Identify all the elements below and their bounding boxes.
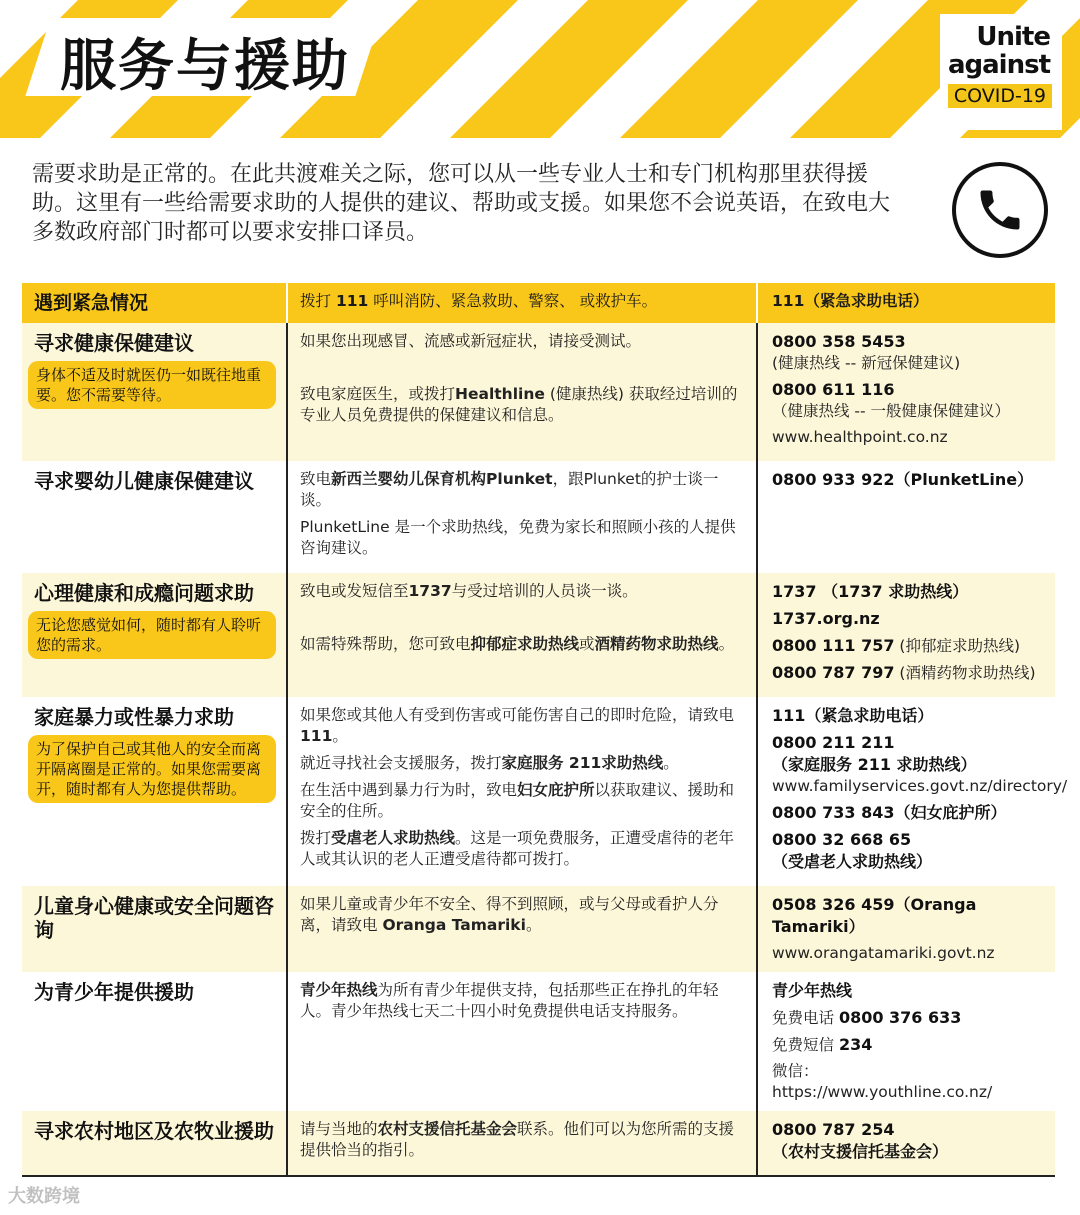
- row-description: [288, 461, 758, 573]
- row-contact: [758, 323, 1055, 461]
- desc-paragraph: PlunketLine 是一个求助热线，免费为家长和照顾小孩的人提供咨询建议。: [300, 518, 736, 557]
- table-row-child-safety: [22, 886, 1055, 972]
- row-category: [22, 573, 288, 697]
- phone-number: 0800 787 254: [772, 1120, 895, 1139]
- logo-line-1: Unite: [976, 22, 1050, 52]
- row-title: 寻求婴幼儿健康保健建议: [34, 469, 254, 493]
- row-description: [288, 283, 758, 323]
- website-link[interactable]: https://www.youthline.co.nz/: [772, 1083, 993, 1101]
- table-row-emergency: [22, 283, 1055, 323]
- row-title: 家庭暴力或性暴力求助: [34, 705, 234, 729]
- desc-bold: 111: [335, 292, 369, 310]
- row-description: [288, 323, 758, 461]
- row-note: 为了保护自己或其他人的安全而离开隔离圈是正常的。如果您需要离开，随时都有人为您提供帮助。: [28, 735, 276, 803]
- service-name: 青少年热线: [772, 981, 853, 1000]
- phone-number: 0800 32 668 65: [772, 830, 912, 849]
- phone-number: 0508 326 459（Oranga Tamariki）: [772, 895, 977, 936]
- website-link[interactable]: www.orangatamariki.govt.nz: [772, 944, 995, 962]
- row-contact: [758, 283, 1055, 323]
- table-row-youth: [22, 972, 1055, 1111]
- desc-text: 拨打: [300, 292, 336, 310]
- website-link[interactable]: www.familyservices.govt.nz/directory/: [772, 777, 1068, 795]
- phone-icon: [952, 162, 1048, 258]
- row-description: [288, 886, 758, 972]
- number-label: （农村支援信托基金会）: [772, 1142, 949, 1161]
- healthline-link: Healthline: [455, 385, 545, 403]
- desc-paragraph: 请与当地的农村支援信托基金会联系。他们可以为您所需的支援提供恰当的指引。: [300, 1120, 735, 1159]
- desc-paragraph: 在生活中遇到暴力行为时，致电妇女庇护所以获取建议、援助和安全的住所。: [300, 781, 735, 820]
- row-contact: [758, 1111, 1055, 1175]
- phone-number: 0800 358 5453: [772, 332, 906, 351]
- hero-banner: [0, 0, 1080, 138]
- phone-number: 111（紧急求助电话）: [772, 706, 934, 725]
- table-row-infant-health: [22, 461, 1055, 573]
- logo-tag: COVID-19: [948, 84, 1052, 108]
- row-contact: [758, 697, 1079, 886]
- number-label: (酒精药物求助热线): [894, 664, 1036, 682]
- row-category: [22, 283, 288, 323]
- unite-against-covid-logo: [940, 14, 1062, 130]
- desc-paragraph: 如果您出现感冒、流感或新冠症状，请接受测试。: [300, 332, 642, 350]
- row-description: [288, 972, 758, 1111]
- phone-number: 0800 611 116: [772, 380, 895, 399]
- row-title: 心理健康和成瘾问题求助: [34, 581, 254, 605]
- row-title: 儿童身心健康或安全问题咨询: [34, 894, 274, 942]
- desc-paragraph: 如果儿童或青少年不安全、得不到照顾，或与父母或看护人分离，请致电 Oranga Tamariki。: [300, 895, 719, 934]
- number-label: （受虐老人求助热线）: [772, 852, 933, 871]
- desc-paragraph: 致电新西兰婴幼儿保育机构Plunket，跟Plunket的护士谈一谈。: [300, 470, 719, 509]
- desc-paragraph: 青少年热线为所有青少年提供支持，包括那些正在挣扎的年轻人。青少年热线七天二十四小时免费提供电话支持服务。: [300, 981, 719, 1020]
- row-category: [22, 461, 288, 573]
- row-contact: [758, 886, 1055, 972]
- row-category: [22, 323, 288, 461]
- row-contact: [758, 573, 1055, 697]
- phone-number: 0800 111 757: [772, 636, 895, 655]
- phone-number: 0800 211 211: [772, 733, 895, 752]
- row-description: [288, 697, 758, 886]
- row-category: [22, 886, 288, 972]
- row-category: [22, 697, 288, 886]
- row-category: [22, 972, 288, 1111]
- phone-number: 0800 933 922（PlunketLine）: [772, 470, 1034, 489]
- row-category: [22, 1111, 288, 1175]
- row-title: 遇到紧急情况: [34, 292, 149, 314]
- desc-paragraph: 如需特殊帮助，您可致电抑郁症求助热线或酒精药物求助热线。: [300, 635, 735, 653]
- desc-paragraph: 如果您或其他人有受到伤害或可能伤害自己的即时危险，请致电 111。: [300, 706, 735, 745]
- desc-paragraph: 拨打受虐老人求助热线。这是一项免费服务，正遭受虐待的老年人或其认识的老人正遭受虐待都可拨打。: [300, 829, 735, 868]
- table-row-health-advice: [22, 323, 1055, 461]
- phone-number: 0800 733 843（妇女庇护所）: [772, 803, 1007, 822]
- desc-paragraph: 就近寻找社会支援服务，拨打家庭服务 211求助热线。: [300, 754, 679, 772]
- row-contact: [758, 461, 1055, 573]
- table-row-rural: [22, 1111, 1055, 1175]
- page-title: 服务与援助: [60, 34, 350, 99]
- contact-number: 111（紧急求助电话）: [772, 292, 929, 310]
- intro-paragraph: 需要求助是正常的。在此共渡难关之际，您可以从一些专业人士和专门机构那里获得援助。这里有一些给需要求助的人提供的建议、帮助或支援。如果您不会说英语，在致电大多数政府部门时都可以要求安排口译员。: [32, 162, 891, 245]
- row-note: 身体不适及时就医仍一如既往地重要。您不需要等待。: [28, 361, 276, 409]
- phone-number: 0800 376 633: [838, 1008, 962, 1027]
- row-title: 寻求农村地区及农牧业援助: [34, 1119, 274, 1143]
- website-link[interactable]: www.healthpoint.co.nz: [772, 428, 948, 446]
- phone-number: 0800 787 797: [772, 663, 895, 682]
- row-description: [288, 1111, 758, 1175]
- sms-number: 234: [838, 1035, 873, 1054]
- website-link[interactable]: 1737.org.nz: [772, 609, 880, 628]
- services-table: [22, 283, 1068, 1177]
- number-label: （健康热线 -- 一般健康保健建议）: [772, 402, 1011, 420]
- number-label: (健康热线 -- 新冠保健建议): [772, 354, 961, 372]
- wechat-label: 微信：: [772, 1062, 819, 1080]
- watermark: 大数跨境: [8, 1186, 80, 1207]
- row-description: [288, 573, 758, 697]
- row-title: 为青少年提供援助: [34, 980, 194, 1004]
- number-label: （家庭服务 211 求助热线）: [772, 755, 977, 774]
- phone-number: 1737 （1737 求助热线）: [772, 582, 969, 601]
- row-contact: 青少年热线 免费电话 0800 376 633 免费短信 234 微信： https://www.youthline.co.nz/: [758, 972, 1055, 1111]
- table-row-mental-health: [22, 573, 1055, 697]
- desc-paragraph: 致电家庭医生，或拨打Healthline (健康热线) 获取经过培训的专业人员免费提供的保健建议和信息。: [300, 385, 738, 424]
- desc-text: 呼叫消防、紧急救助、警察、 或救护车。: [368, 292, 658, 310]
- desc-paragraph: 致电或发短信至1737与受过培训的人员谈一谈。: [300, 582, 638, 600]
- row-note: 无论您感觉如何，随时都有人聆听您的需求。: [28, 611, 276, 659]
- row-title: 寻求健康保健建议: [34, 331, 194, 355]
- number-label: (抑郁症求助热线): [894, 637, 1020, 655]
- table-row-family-violence: [22, 697, 1068, 886]
- logo-line-2: against: [947, 50, 1050, 80]
